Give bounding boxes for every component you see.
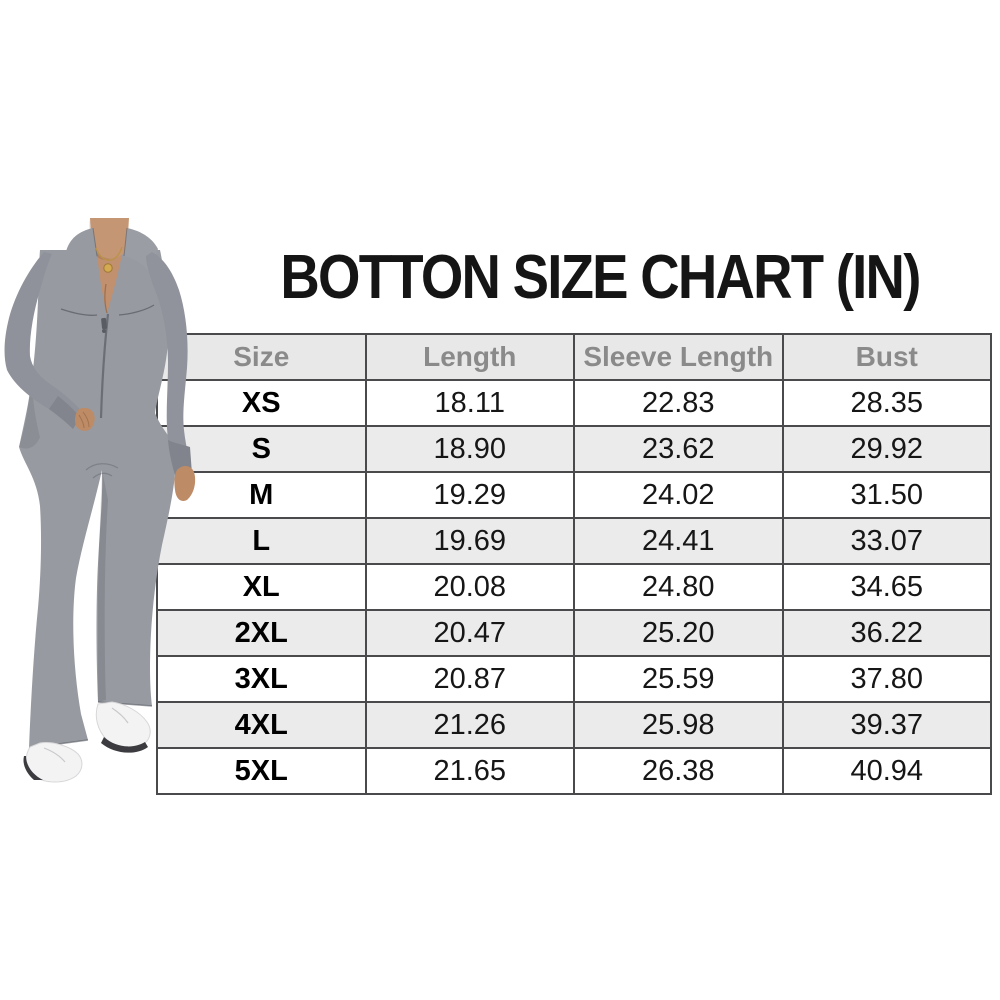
table-row-3xl	[157, 656, 991, 702]
cell-bust: 29.92	[783, 426, 992, 472]
page-title: BOTTON SIZE CHART (IN)	[280, 243, 920, 312]
table-row-l	[157, 518, 991, 564]
cell-length: 19.29	[366, 472, 575, 518]
cell-sleeve: 24.80	[574, 564, 783, 610]
cell-sleeve: 23.62	[574, 426, 783, 472]
pendant	[104, 264, 112, 272]
cell-length: 18.90	[366, 426, 575, 472]
cell-length: 18.11	[366, 380, 575, 426]
model-photo	[0, 215, 235, 790]
table-row-4xl	[157, 702, 991, 748]
cell-sleeve: 25.20	[574, 610, 783, 656]
jumpsuit-body	[19, 250, 176, 748]
cell-bust: 34.65	[783, 564, 992, 610]
table-row-s	[157, 426, 991, 472]
header-cell-length: Length	[366, 334, 575, 380]
cell-bust: 37.80	[783, 656, 992, 702]
table-row-m	[157, 472, 991, 518]
cell-length: 19.69	[366, 518, 575, 564]
header-cell-size: Size	[157, 334, 366, 380]
cell-bust: 28.35	[783, 380, 992, 426]
cell-bust: 31.50	[783, 472, 992, 518]
cell-size: S	[157, 426, 366, 472]
cell-sleeve: 22.83	[574, 380, 783, 426]
table-row-xs	[157, 380, 991, 426]
header-row	[157, 334, 991, 380]
table-row-xl	[157, 564, 991, 610]
model-illustration	[0, 215, 235, 790]
table-row-5xl	[157, 748, 991, 794]
cell-bust: 40.94	[783, 748, 992, 794]
cell-length: 20.87	[366, 656, 575, 702]
cell-size: M	[157, 472, 366, 518]
cell-sleeve: 25.59	[574, 656, 783, 702]
header-cell-sleeve-length: Sleeve Length	[574, 334, 783, 380]
cell-sleeve: 25.98	[574, 702, 783, 748]
cell-length: 21.26	[366, 702, 575, 748]
left-hand	[75, 408, 95, 431]
cell-size: 2XL	[157, 610, 366, 656]
cell-size: 5XL	[157, 748, 366, 794]
cell-length: 20.08	[366, 564, 575, 610]
table-row-2xl	[157, 610, 991, 656]
cell-size: L	[157, 518, 366, 564]
size-chart-table	[156, 333, 992, 795]
right-hand	[174, 466, 195, 501]
cell-length: 21.65	[366, 748, 575, 794]
zipper-ring	[102, 329, 106, 333]
header-cell-bust: Bust	[783, 334, 992, 380]
cell-size: 4XL	[157, 702, 366, 748]
cell-size: XL	[157, 564, 366, 610]
cell-sleeve: 24.41	[574, 518, 783, 564]
cell-sleeve: 24.02	[574, 472, 783, 518]
cell-bust: 36.22	[783, 610, 992, 656]
cell-sleeve: 26.38	[574, 748, 783, 794]
cell-size: XS	[157, 380, 366, 426]
cell-size: 3XL	[157, 656, 366, 702]
cell-bust: 33.07	[783, 518, 992, 564]
cell-bust: 39.37	[783, 702, 992, 748]
cell-length: 20.47	[366, 610, 575, 656]
